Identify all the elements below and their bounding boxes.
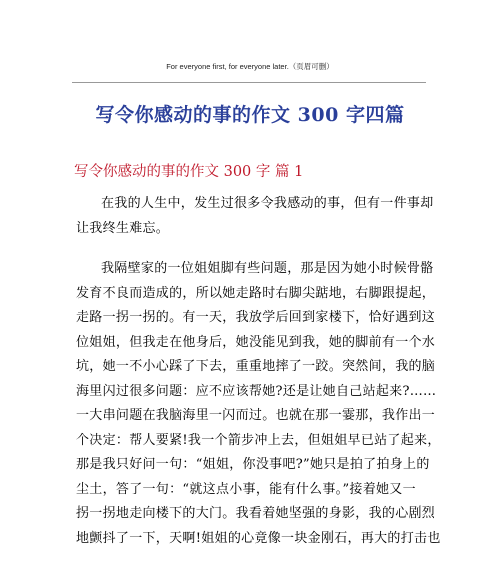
paragraph-line: 坑，她一不小心踩了下去，重重地摔了一跤。突然间，我的脑	[76, 359, 436, 374]
page-header: For everyone first, for everyone later.（页眉可删）	[166, 62, 334, 71]
paragraph-line: 在我的人生中，发生过很多令我感动的事，但有一件事却	[101, 196, 434, 211]
paragraph-line: 发育不良而造成的，所以她走路时右脚尖踮地，右脚跟提起，	[76, 285, 436, 301]
paragraph-2	[76, 257, 441, 551]
paragraph-line: 让我终生难忘。	[76, 220, 170, 236]
paragraph-line: 那是我只好问一句：“姐姐，你没事吧?”她只是拍了拍身上的	[76, 457, 430, 472]
paragraph-line: 我隔壁家的一位姐姐脚有些问题，那是因为她小时候骨骼	[101, 261, 434, 276]
paragraph-1	[76, 192, 434, 241]
paragraph-line: 走路一拐一拐的。有一天，我放学后回到家楼下，恰好遇到这	[76, 310, 436, 325]
paragraph-line: 拐一拐地走向楼下的大门。我看着她坚强的身影，我的心剧烈	[76, 506, 436, 521]
document-title: 写令你感动的事的作文 300 字四篇	[95, 104, 405, 126]
paragraph-line: 位姐姐，但我走在他身后，她没能见到我，她的脚前有一个水	[76, 334, 436, 350]
paragraph-line: 尘土，答了一句：“就这点小事，能有什么事。”接着她又一	[76, 481, 416, 497]
paragraph-line: 海里闪过很多问题：应不应该帮她?还是让她自己站起来?……	[76, 383, 437, 399]
paragraph-line: 个决定：帮人要紧!我一个箭步冲上去，但姐姐早已站了起来，	[76, 432, 441, 448]
paragraph-line: 地颤抖了一下，天啊!姐姐的心竟像一块金刚石，再大的打击也	[76, 530, 441, 546]
paragraph-line: 一大串问题在我脑海里一闪而过。也就在那一霎那，我作出一	[76, 408, 436, 423]
header-divider	[72, 82, 426, 83]
section-title: 写令你感动的事的作文 300 字 篇 1	[74, 164, 304, 180]
